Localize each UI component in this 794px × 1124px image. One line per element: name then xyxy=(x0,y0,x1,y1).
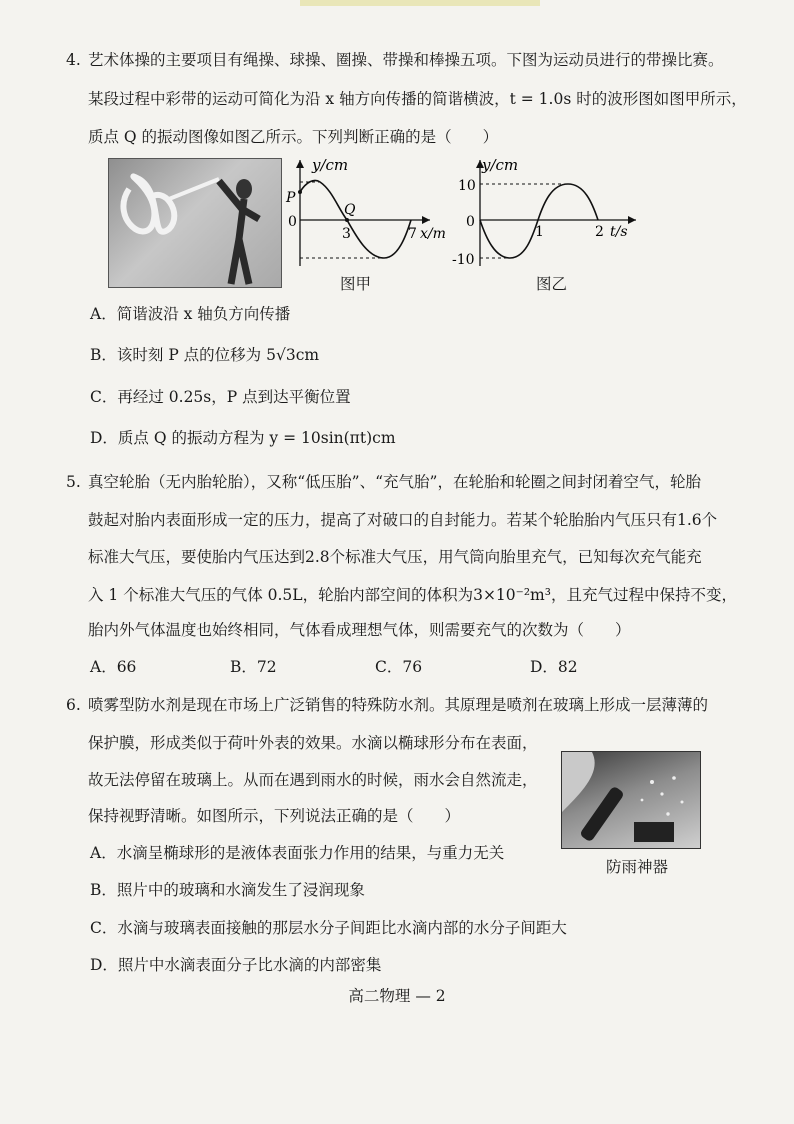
q5-option-b: B．72 xyxy=(230,658,277,676)
q6-text-line3: 故无法停留在玻璃上。从而在遇到雨水的时候，雨水会自然流走， xyxy=(88,771,538,789)
vibration-graph-yi xyxy=(450,156,640,268)
jia-zero: 0 xyxy=(288,214,297,230)
yi-tick-2: 2 xyxy=(595,224,604,240)
q6-text-line4: 保持视野清晰。如图所示，下列说法正确的是（ ） xyxy=(88,807,461,825)
q5-option-d: D．82 xyxy=(530,658,578,676)
yi-xlabel: t/s xyxy=(610,224,628,240)
q5-text-line5: 胎内外气体温度也始终相同，气体看成理想气体，则需要充气的次数为（ ） xyxy=(88,621,631,639)
yi-yneg: -10 xyxy=(452,252,475,268)
q6-text-line2: 保护膜，形成类似于荷叶外表的效果。水滴以椭球形分布在表面， xyxy=(88,734,538,752)
q4-text-line1: 艺术体操的主要项目有绳操、球操、圈操、带操和棒操五项。下图为运动员进行的带操比赛。 xyxy=(88,51,724,69)
q5-text-line4: 入 1 个标准大气压的气体 0.5L，轮胎内部空间的体积为3×10⁻²m³，且充气过程中保持不变， xyxy=(88,586,737,604)
q6-number: 6. xyxy=(66,696,81,714)
q4-number: 4. xyxy=(66,51,81,69)
photo-caption: 防雨神器 xyxy=(606,858,669,876)
q5-option-c: C．76 xyxy=(375,658,423,676)
jia-ylabel: y/cm xyxy=(312,156,349,174)
q4-text-line2: 某段过程中彩带的运动可简化为沿 x 轴方向传播的简谐横波，t = 1.0s 时的波形图如图甲所示， xyxy=(88,90,747,108)
q6-option-b: B．照片中的玻璃和水滴发生了浸润现象 xyxy=(90,881,365,899)
jia-tick-3: 3 xyxy=(342,226,351,242)
q6-text-line1: 喷雾型防水剂是现在市场上广泛销售的特殊防水剂。其原理是喷剂在玻璃上形成一层薄薄的 xyxy=(88,696,709,714)
q4-option-d: D．质点 Q 的振动方程为 y = 10sin(πt)cm xyxy=(90,429,396,447)
yi-zero: 0 xyxy=(466,214,475,230)
q4-text-line3: 质点 Q 的振动图像如图乙所示。下列判断正确的是（ ） xyxy=(88,128,499,146)
ribbon-gymnast-photo xyxy=(108,158,282,288)
top-edge-mark xyxy=(300,0,540,6)
q5-text-line3: 标准大气压，要使胎内气压达到2.8个标准大气压，用气筒向胎里充气，已知每次充气能充 xyxy=(88,548,702,566)
fig-yi-caption: 图乙 xyxy=(536,275,568,293)
q5-text-line2: 鼓起对胎内表面形成一定的压力，提高了对破口的自封能力。若某个轮胎胎内气压只有1.6个 xyxy=(88,511,718,529)
jia-tick-7: 7 xyxy=(408,226,417,242)
jia-point-Q: Q xyxy=(344,202,356,218)
yi-tick-1: 1 xyxy=(535,224,544,240)
jia-point-P: P xyxy=(286,190,296,206)
q4-option-b: B．该时刻 P 点的位移为 5√3cm xyxy=(90,346,320,364)
rain-repellent-photo xyxy=(561,751,701,849)
jia-xlabel: x/m xyxy=(420,226,446,242)
page-footer: 高二物理 — 2 xyxy=(348,987,446,1005)
q5-text-line1: 真空轮胎（无内胎轮胎），又称“低压胎”、“充气胎”，在轮胎和轮圈之间封闭着空气，轮胎 xyxy=(88,473,701,491)
q6-option-d: D．照片中水滴表面分子比水滴的内部密集 xyxy=(90,956,382,974)
q6-option-c: C．水滴与玻璃表面接触的那层水分子间距比水滴内部的水分子间距大 xyxy=(90,919,567,937)
yi-ylabel: y/cm xyxy=(482,156,519,174)
q4-option-c: C．再经过 0.25s，P 点到达平衡位置 xyxy=(90,388,351,406)
q4-option-a: A．简谐波沿 x 轴负方向传播 xyxy=(90,305,291,323)
fig-jia-caption: 图甲 xyxy=(340,275,372,293)
q5-option-a: A．66 xyxy=(90,658,137,676)
q6-option-a: A．水滴呈椭球形的是液体表面张力作用的结果，与重力无关 xyxy=(90,844,505,862)
q5-number: 5. xyxy=(66,473,81,491)
wave-graph-jia xyxy=(284,156,446,268)
yi-ypos: 10 xyxy=(458,178,476,194)
